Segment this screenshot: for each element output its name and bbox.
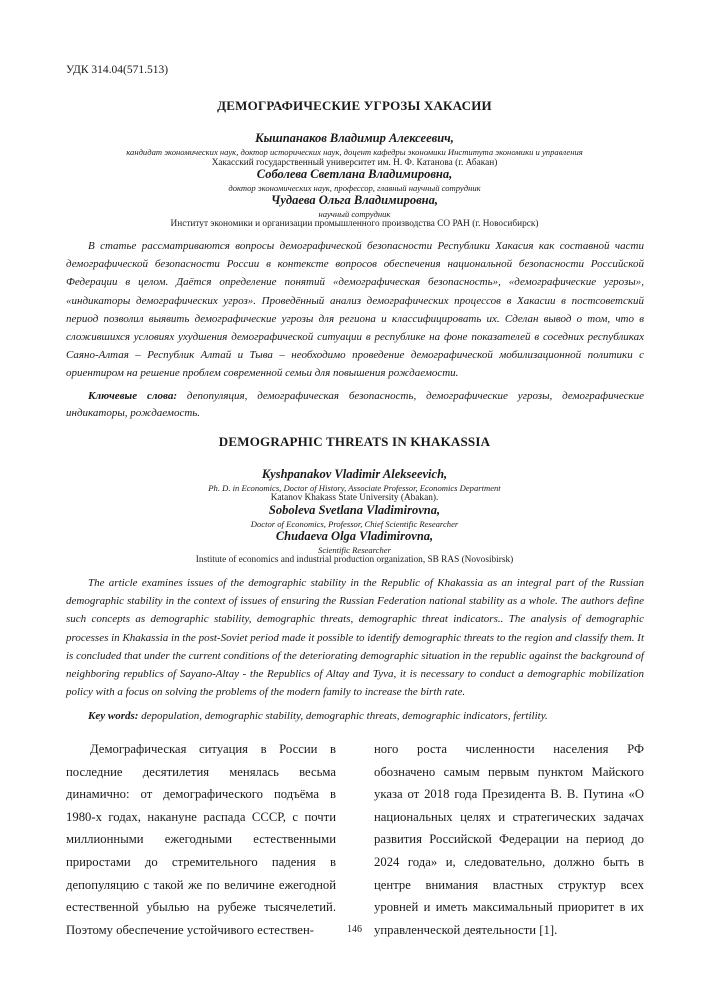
author-ru-2-name: Соболева Светлана Владимировна, bbox=[256, 167, 453, 181]
author-ru-3-position: научный сотрудник bbox=[318, 209, 391, 219]
author-ru-1-name: Кышпанаков Владимир Алексеевич, bbox=[255, 131, 454, 145]
abstract-en: The article examines issues of the demographic stability in the Republic of Khakassia as an integral part of the Russian demographic stability in the context of issues of ensuring the Russian Federation national stability as a whole. The authors define such concepts as demographic stability, demographic threats, demographic threat indicators.. The analysis of demographic processes in Khakassia in the post-Soviet period made it possible to identify demographic threats to the region and classify them. It is concluded that under the current conditions of the deteriorating demographic situation in the republic against the background of neighboring republics of Sayano-Altay - the Republics of Altay and Tyva, it is necessary to conduct a demographic mobilization policy with a focus on solving the problems of the modern family to increase the birth rate. bbox=[66, 577, 644, 699]
author-ru-3-org: Институт экономики и организации промышленного производства СО РАН (г. Новосибирск) bbox=[170, 219, 539, 229]
udk-code: УДК 314.04(571.513) bbox=[66, 64, 169, 76]
page-number: 146 bbox=[347, 924, 362, 935]
title-en: DEMOGRAPHIC THREATS IN KHAKASSIA bbox=[218, 434, 491, 449]
abstract-ru: В статье рассматриваются вопросы демографической безопасности Республики Хакасия как составной части демографической безопасности России в контексте вопросов обеспечения национальной безопасности Российской Федерации в целом. Даётся определение понятий «демографическая безопасность», «демографические угрозы», «индикаторы демографических угроз». Проведённый анализ демографических процессов в Хакасии в постсоветский период позволил выявить демографические угрозы для региона и классифицировать их. Сделан вывод о том, что в сложившихся условиях ухудшения демографической ситуации в республике на фоне показателей в соседних республиках Саяно-Алтая – Республик Алтай и Тыва – необходимо проведение демографической мобилизационной политики с ориентиром на решение проблем современной семьи для повышения рождаемости. bbox=[66, 240, 644, 380]
author-en-3-org: Institute of economics and industrial production organization, SB RAS (Novosibirsk) bbox=[195, 555, 514, 565]
author-en-3-position: Scientific Researcher bbox=[318, 545, 391, 555]
keywords-en-label: Key words: bbox=[88, 710, 139, 722]
author-en-2-name: Soboleva Svetlana Vladimirovna, bbox=[268, 503, 441, 517]
body-column-left: Демографическая ситуация в России в последние десятилетия менялась весьма динамично: от демографического подъёма в 1980-х годах, накануне распада СССР, с почти миллионными ежегодными естественными приростами до стремительного падения в депопуляцию с такой же по величине ежегодной естественной убылью на рубеже тысячелетий. Поэтому обеспечение устойчивого естествен- bbox=[66, 742, 336, 937]
author-ru-1-position: кандидат экономических наук, доктор исторических наук, доцент кафедры экономики Института экономики и управления bbox=[126, 147, 583, 157]
author-en-1-name: Kyshpanakov Vladimir Alekseevich, bbox=[261, 467, 448, 481]
author-ru-2-position: доктор экономических наук, профессор, главный научный сотрудник bbox=[228, 183, 481, 193]
author-ru-1-org: Хакасский государственный университет им. Н. Ф. Катанова (г. Абакан) bbox=[211, 158, 498, 168]
keywords-ru-label: Ключевые слова: bbox=[88, 390, 177, 402]
author-ru-3-name: Чудаева Ольга Владимировна, bbox=[271, 193, 438, 207]
keywords-en bbox=[66, 708, 644, 725]
author-en-1-position: Ph. D. in Economics, Doctor of History, Associate Professor, Economics Department bbox=[208, 483, 501, 493]
author-en-3-name: Chudaeva Olga Vladimirovna, bbox=[275, 529, 434, 543]
author-en-1-org: Katanov Khakass State University (Abakan). bbox=[270, 493, 439, 503]
keywords-en-text: depopulation, demographic stability, demographic threats, demographic indicators, fertility. bbox=[138, 710, 548, 722]
keywords-ru-text: депопуляция, демографическая безопасность, демографические угрозы, демографические индикаторы, рождаемость. bbox=[66, 390, 645, 419]
author-en-2-position: Doctor of Economics, Professor, Chief Scientific Researcher bbox=[250, 519, 459, 529]
keywords-ru bbox=[66, 388, 644, 422]
title-ru: ДЕМОГРАФИЧЕСКИЕ УГРОЗЫ ХАКАСИИ bbox=[217, 98, 492, 113]
body-column-right: ного роста численности населения РФ обозначено самым первым пунктом Майского указа от 2018 года Президента В. В. Путина «О национальных целях и стратегических задачах развития Российской Федерации на период до 2024 года» и, следовательно, должно быть в центре внимания властных структур всех уровней и иметь максимальный приоритет в их управленческой деятельности [1]. bbox=[374, 742, 644, 937]
